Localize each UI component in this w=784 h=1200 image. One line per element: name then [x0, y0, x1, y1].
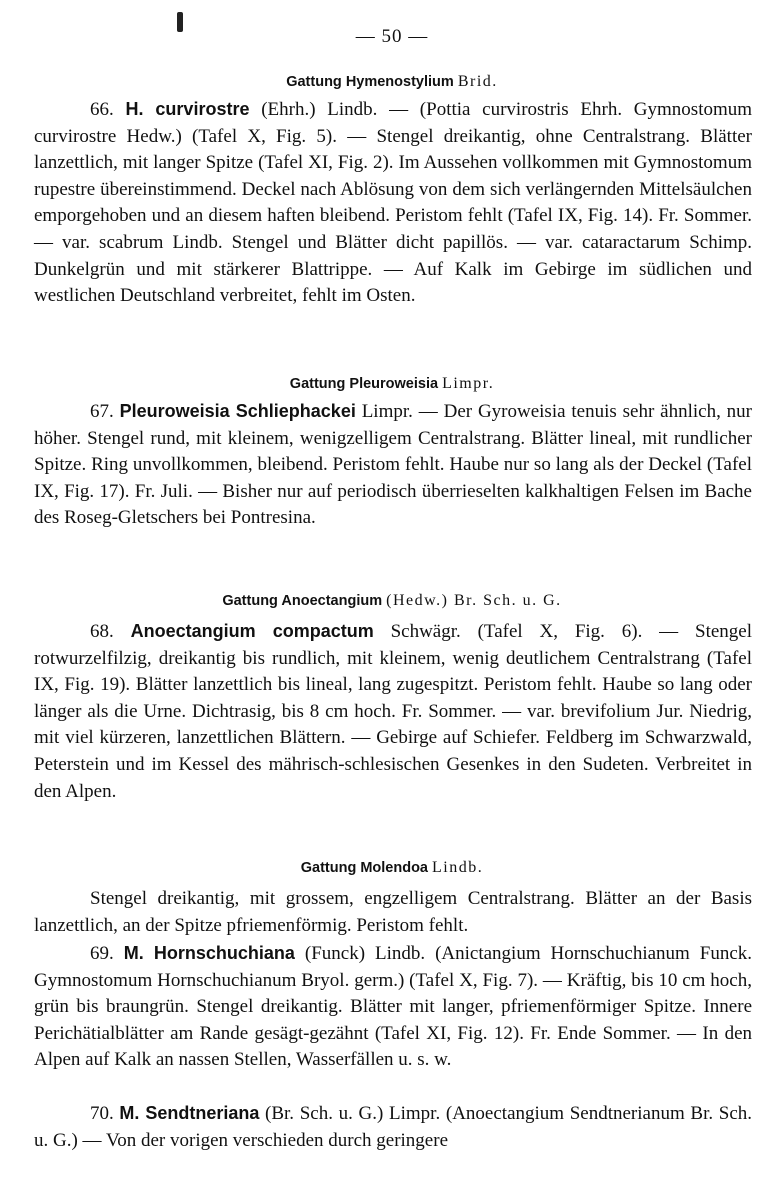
- genus-heading-pleuroweisia: [0, 375, 784, 393]
- species-author: Schwägr.: [390, 621, 461, 642]
- genus-name: Gattung Pleuroweisia: [289, 376, 439, 392]
- species-entry-70: [34, 1100, 752, 1154]
- genus-heading-anoectangium: [0, 592, 784, 610]
- entry-number: 69.: [90, 943, 114, 964]
- species-description: (Anictangium Hornschuchianum Funck. Gymnostomum Hornschuchianum Bryol. germ.) (Tafel X, Fig. 7). — Kräftig, bis 10 cm hoch, grün bis braungrün. Stengel dreikantig. Blätter mit langer, pfriemenförmiger Spitze. Innere Perichätialblätter am Rande gesägt-gezähnt (Tafel XI, Fig. 12). Fr. Ende Sommer. — In den Alpen auf Kalk an nassen Stellen, Wasserfällen u. s. w.: [34, 943, 753, 1071]
- species-description: (Anoectangium Sendtnerianum Br. Sch. u. G.) — Von der vorigen verschieden durch geringere: [34, 1103, 753, 1151]
- species-name: Anoectangium compactum: [130, 621, 374, 641]
- species-author: Limpr.: [361, 401, 413, 422]
- species-description: — (Pottia curvirostris Ehrh. Gymnostomum curvirostre Hedw.) (Tafel X, Fig. 5). — Stengel dreikantig, ohne Centralstrang. Blätter lanzettlich, mit langer Spitze (Tafel XI, Fig. 2). Im Aussehen vollkommen mit Gymnostomum rupestre übereinstimmend. Deckel nach Ablösung von dem sich verlängernden Mittelsäulchen emporgehoben und an diesem haften bleibend. Peristom fehlt (Tafel IX, Fig. 14). Fr. Sommer. — var. scabrum Lindb. Stengel und Blätter dicht papillös. — var. cataractarum Schimp. Dunkelgrün und mit stärkerer Blattrippe. — Auf Kalk im Gebirge im südlichen und westlichen Deutschland verbreitet, fehlt im Osten.: [34, 99, 753, 307]
- entry-number: 68.: [90, 621, 114, 642]
- genus-name: Gattung Molendoa: [300, 860, 428, 876]
- species-description: — Der Gyroweisia tenuis sehr ähnlich, nur höher. Stengel rund, mit kleinem, wenigzelligem Centralstrang. Blätter lineal, mit rundlicher Spitze. Ring unvollkommen, bleibend. Peristom fehlt. Haube nur so lang als der Deckel (Tafel IX, Fig. 17). Fr. Juli. — Bisher nur auf periodisch überrieselten kalkhaltigen Felsen im Bache des Roseg-Gletschers bei Pontresina.: [34, 401, 753, 529]
- genus-author: Lindb.: [432, 859, 484, 876]
- species-author: (Funck) Lindb.: [304, 943, 426, 964]
- genus-author: Limpr.: [442, 375, 495, 392]
- genus-description: Stengel dreikantig, mit grossem, engzelligem Centralstrang. Blätter an der Basis lanzettlich, an der Spitze pfriemenförmig. Peristom fehlt.: [34, 888, 752, 936]
- genus-author: (Hedw.) Br. Sch. u. G.: [386, 592, 562, 609]
- genus-name: Gattung Hymenostylium: [286, 74, 454, 90]
- page-number: — 50 —: [355, 26, 429, 47]
- species-entry-68: [34, 618, 752, 805]
- species-entry-66: [34, 96, 752, 310]
- species-author: (Ehrh.) Lindb.: [261, 99, 378, 120]
- genus-name: Gattung Anoectangium: [222, 593, 383, 609]
- genus-heading-hymenostylium: [0, 73, 784, 91]
- genus-heading-molendoa: [0, 859, 784, 877]
- species-author: (Br. Sch. u. G.) Limpr.: [265, 1103, 441, 1124]
- genus-author: Brid.: [457, 73, 498, 90]
- entry-number: 70.: [90, 1103, 114, 1124]
- entry-number: 66.: [90, 99, 114, 120]
- species-entry-67: [34, 398, 752, 532]
- species-name: M. Hornschuchiana: [123, 943, 295, 963]
- species-entry-69: [34, 940, 752, 1074]
- species-name: Pleuroweisia Schliephackei: [119, 401, 356, 421]
- species-name: H. curvirostre: [125, 99, 250, 119]
- species-name: M. Sendtneriana: [119, 1103, 260, 1123]
- entry-number: 67.: [90, 401, 114, 422]
- species-description: (Tafel X, Fig. 6). — Stengel rotwurzelfilzig, dreikantig bis rundlich, mit kleinem, wenig deutlichem Centralstrang (Tafel IX, Fig. 19). Blätter lanzettlich bis lineal, lang zugespitzt. Peristom fehlt. Haube so lang oder länger als die Urne. Dichtrasig, bis 8 cm hoch. Fr. Sommer. — var. brevifolium Jur. Niedrig, mit viel kürzeren, lanzettlichen Blättern. — Gebirge auf Schiefer. Feldberg im Schwarzwald, Peterstein und im Kessel des mährisch-schlesischen Gesenkes in den Sudeten. Verbreitet in den Alpen.: [34, 621, 753, 802]
